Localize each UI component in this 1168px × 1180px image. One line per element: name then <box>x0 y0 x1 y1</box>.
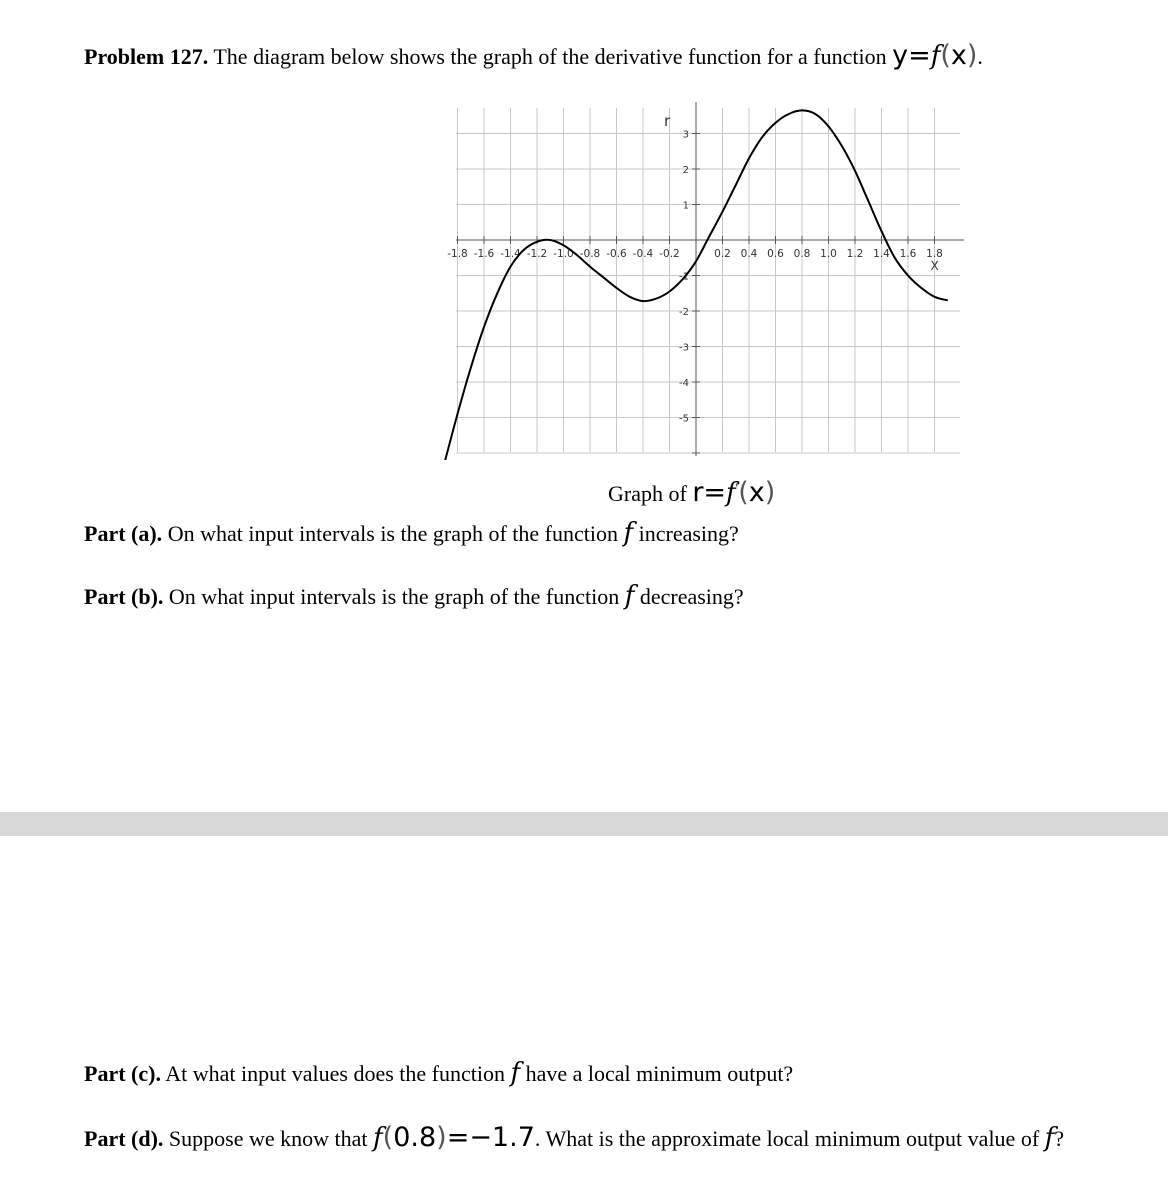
caption-r: r <box>692 477 704 508</box>
caption-prime: ' <box>735 481 739 497</box>
caption-text: Graph of <box>608 481 687 506</box>
x-tick-label: -0.6 <box>606 248 627 260</box>
part-b-label: Part (b). <box>84 584 164 609</box>
caption-lparen: ( <box>738 477 749 508</box>
x-tick-label: 0.6 <box>767 248 784 260</box>
axes <box>456 102 964 456</box>
caption-equals: = <box>703 477 727 508</box>
derivative-graph <box>440 100 970 460</box>
caption-rparen: ) <box>764 477 776 508</box>
part-d-f: f <box>373 1123 383 1153</box>
x-axis-label: X <box>930 259 939 273</box>
x-tick-label: 0.2 <box>714 248 731 260</box>
part-c-pre: At what input values does the function <box>165 1061 505 1086</box>
part-a-question <box>84 518 739 548</box>
part-b-pre: On what input intervals is the graph of the function <box>168 584 620 609</box>
x-tick-label: 1.4 <box>873 248 890 260</box>
part-c-question <box>84 1058 793 1088</box>
part-b-post: decreasing? <box>639 584 744 609</box>
part-d-label: Part (d). <box>84 1126 164 1151</box>
x-tick-label: -1.4 <box>500 248 521 260</box>
problem-period: . <box>977 44 983 69</box>
part-d-rparen: ) <box>436 1122 447 1153</box>
part-a-label: Part (a). <box>84 521 163 546</box>
part-d-question-mark: ? <box>1054 1126 1065 1151</box>
x-tick-label: 1.0 <box>820 248 837 260</box>
y-tick-label: 2 <box>682 165 689 176</box>
part-c-f: f <box>510 1058 521 1088</box>
function-f: f <box>930 41 941 71</box>
part-b-question <box>84 581 744 611</box>
function-rparen: ) <box>966 40 978 71</box>
part-b-f: f <box>624 581 635 611</box>
y-tick-label: -4 <box>679 378 689 389</box>
x-tick-label: 1.2 <box>846 248 864 260</box>
x-tick-label: 1.8 <box>926 248 943 260</box>
function-equals: = <box>908 40 931 71</box>
part-d-dot: . <box>534 1126 541 1151</box>
y-tick-label: -5 <box>679 413 689 425</box>
x-tick-label: -0.2 <box>659 248 680 260</box>
function-x: x <box>950 40 967 71</box>
problem-statement <box>84 40 983 71</box>
y-tick-label: -1 <box>679 271 689 283</box>
x-tick-label: 0.8 <box>793 248 811 260</box>
part-d-equals: = <box>446 1122 470 1153</box>
caption-f: f <box>726 478 736 508</box>
part-c-label: Part (c). <box>84 1061 161 1086</box>
x-tick-label: -1.6 <box>473 248 495 260</box>
x-tick-label: 0.4 <box>740 248 758 260</box>
problem-label: Problem 127. <box>84 44 209 69</box>
part-a-f: f <box>623 518 634 548</box>
x-tick-label: -1.2 <box>526 248 548 260</box>
part-d-arg: 0.8 <box>393 1122 437 1153</box>
y-tick-label: -2 <box>679 307 689 318</box>
x-tick-label: -1.0 <box>553 248 574 260</box>
part-a-post: increasing? <box>638 521 739 546</box>
function-lparen: ( <box>940 40 951 71</box>
part-a-pre: On what input intervals is the graph of the function <box>167 521 618 546</box>
x-tick-label: -0.8 <box>579 248 601 260</box>
grid-lines <box>456 108 960 453</box>
graph-caption <box>608 477 775 508</box>
y-tick-label: 1 <box>682 200 689 212</box>
part-d-pre: Suppose we know that <box>168 1126 368 1151</box>
part-d-question <box>84 1122 1064 1153</box>
y-tick-label: -3 <box>679 342 689 354</box>
x-tick-label: 1.6 <box>899 248 917 260</box>
x-tick-label: -1.8 <box>447 248 468 260</box>
page-divider <box>0 812 1168 836</box>
x-tick-label: -0.4 <box>632 248 654 260</box>
x-tick-labels <box>447 248 943 260</box>
part-c-post: have a local minimum output? <box>525 1061 794 1086</box>
function-y: y <box>892 40 909 71</box>
part-d-post: What is the approximate local minimum output value of <box>545 1126 1040 1151</box>
caption-x: x <box>748 477 765 508</box>
part-d-f2: f <box>1044 1123 1055 1153</box>
problem-text: The diagram below shows the graph of the derivative function for a function <box>213 44 887 69</box>
part-d-value: −1.7 <box>469 1122 535 1153</box>
y-axis-label: r <box>664 112 671 130</box>
y-tick-label: 3 <box>682 129 689 141</box>
part-d-lparen: ( <box>382 1122 394 1153</box>
